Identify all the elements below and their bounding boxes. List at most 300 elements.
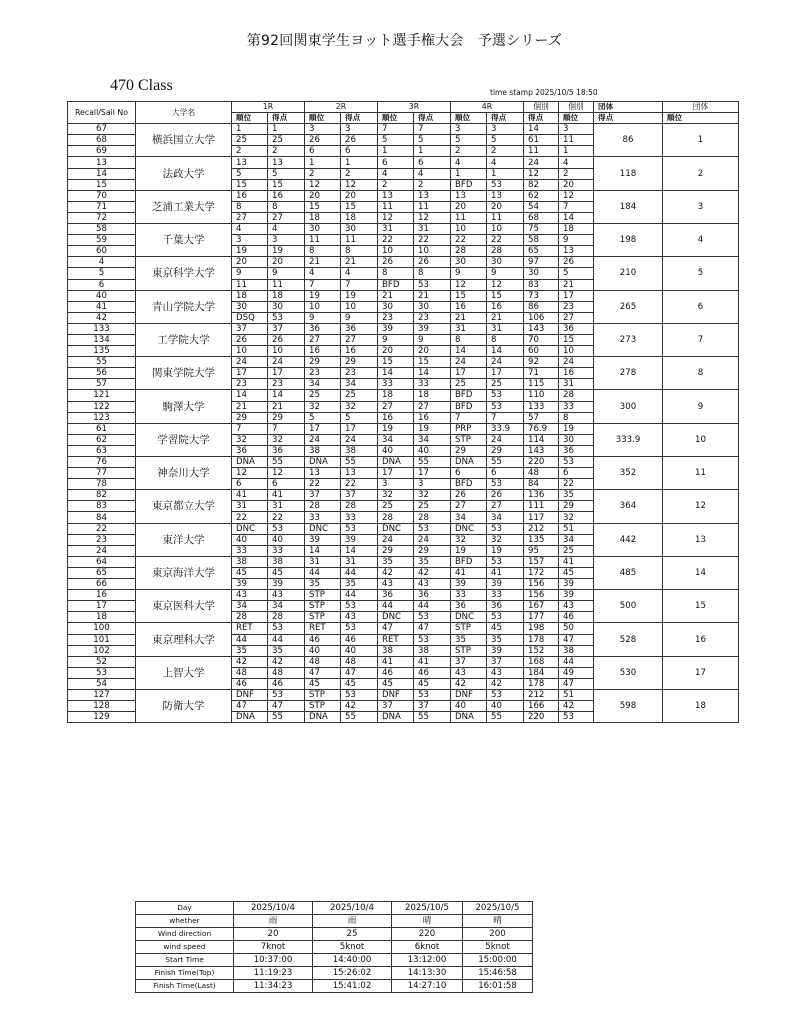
race-rank: 1 [378, 146, 414, 157]
condition-value: 6knot [392, 941, 463, 954]
race-points: 14 [487, 346, 524, 357]
race-points: 5 [414, 135, 451, 146]
team-score: 118 [594, 157, 663, 190]
race-rank: BFD [451, 390, 487, 401]
race-rank: 48 [232, 667, 268, 678]
race-points: 29 [341, 357, 378, 368]
race-points: 15 [268, 179, 305, 190]
individual-score: 73 [524, 290, 559, 301]
race-rank: 23 [305, 368, 341, 379]
individual-rank: 16 [559, 368, 594, 379]
race-points: 2 [341, 168, 378, 179]
race-points: 53 [487, 523, 524, 534]
race-rank: 33 [232, 545, 268, 556]
sail-number: 18 [68, 612, 136, 623]
race-rank: 35 [305, 579, 341, 590]
race-rank: DNA [451, 712, 487, 723]
individual-rank: 3 [559, 124, 594, 135]
race-points: 3 [487, 124, 524, 135]
race-rank: 2 [305, 168, 341, 179]
race-points: 37 [268, 323, 305, 334]
condition-value: 晴 [392, 915, 463, 928]
race-rank: 20 [451, 201, 487, 212]
race-rank: 45 [378, 678, 414, 689]
race-points: 47 [341, 667, 378, 678]
university-name: 東京海洋大学 [136, 556, 232, 589]
table-row [68, 190, 739, 201]
condition-row [136, 954, 533, 967]
race-rank: 13 [232, 157, 268, 168]
race-points: 24 [414, 534, 451, 545]
race-points: 31 [487, 323, 524, 334]
sail-number: 68 [68, 135, 136, 146]
sail-number: 65 [68, 567, 136, 578]
race-points: 23 [414, 312, 451, 323]
individual-score: 61 [524, 135, 559, 146]
individual-rank: 44 [559, 656, 594, 667]
race-rank: 31 [232, 501, 268, 512]
race-rank: 24 [232, 357, 268, 368]
race-rank: 14 [451, 346, 487, 357]
race-rank: DNA [232, 457, 268, 468]
individual-score: 60 [524, 346, 559, 357]
race-rank: 15 [451, 290, 487, 301]
sail-number: 84 [68, 512, 136, 523]
individual-rank: 26 [559, 257, 594, 268]
race-points: 42 [414, 567, 451, 578]
individual-rank: 5 [559, 268, 594, 279]
race-rank: 42 [232, 656, 268, 667]
individual-score: 198 [524, 623, 559, 634]
individual-rank: 20 [559, 179, 594, 190]
race-points: 31 [268, 501, 305, 512]
race-points: 26 [341, 135, 378, 146]
table-row [68, 490, 739, 501]
race-points: 30 [341, 224, 378, 235]
race-rank: 26 [378, 257, 414, 268]
sail-number: 76 [68, 457, 136, 468]
race-rank: 2 [451, 146, 487, 157]
individual-rank: 18 [559, 224, 594, 235]
race-rank: 38 [305, 445, 341, 456]
team-score: 184 [594, 190, 663, 223]
subheader-rank: 順位 [232, 113, 268, 124]
race-rank: 13 [378, 190, 414, 201]
race-rank: 28 [451, 246, 487, 257]
individual-score: 166 [524, 701, 559, 712]
condition-value: 220 [392, 928, 463, 941]
team-score: 364 [594, 490, 663, 523]
condition-value: 11:34:23 [234, 980, 313, 993]
race-points: 16 [414, 412, 451, 423]
race-rank: 7 [305, 279, 341, 290]
header-ind-score: 個別 [524, 102, 559, 113]
race-rank: 23 [378, 312, 414, 323]
individual-rank: 50 [559, 623, 594, 634]
race-points: 8 [487, 334, 524, 345]
individual-score: 58 [524, 235, 559, 246]
race-rank: 41 [378, 656, 414, 667]
race-rank: 46 [378, 667, 414, 678]
sail-number: 23 [68, 534, 136, 545]
sail-number: 101 [68, 634, 136, 645]
race-points: 46 [268, 678, 305, 689]
individual-score: 178 [524, 678, 559, 689]
subheader-points: 得点 [524, 113, 559, 124]
race-points: 28 [341, 501, 378, 512]
condition-value: 2025/10/5 [392, 902, 463, 915]
team-rank: 4 [663, 224, 739, 257]
race-points: 8 [414, 268, 451, 279]
race-points: 6 [341, 146, 378, 157]
race-points: 7 [268, 423, 305, 434]
race-rank: 19 [232, 246, 268, 257]
race-rank: 17 [232, 368, 268, 379]
individual-score: 24 [524, 157, 559, 168]
race-points: 14 [268, 390, 305, 401]
header-race: 3R [378, 102, 451, 113]
race-rank: 47 [378, 623, 414, 634]
university-name: 千葉大学 [136, 224, 232, 257]
individual-score: 220 [524, 457, 559, 468]
race-rank: 25 [232, 135, 268, 146]
team-score: 273 [594, 323, 663, 356]
race-points: 20 [414, 346, 451, 357]
individual-rank: 51 [559, 523, 594, 534]
race-points: 6 [268, 479, 305, 490]
race-rank: 17 [305, 423, 341, 434]
race-points: 38 [341, 445, 378, 456]
race-points: 55 [341, 712, 378, 723]
team-score: 333.9 [594, 423, 663, 456]
race-rank: 35 [451, 634, 487, 645]
table-row [68, 290, 739, 301]
individual-rank: 36 [559, 323, 594, 334]
race-points: 44 [341, 590, 378, 601]
individual-rank: 13 [559, 246, 594, 257]
race-rank: 16 [305, 346, 341, 357]
race-points: 45 [268, 567, 305, 578]
race-points: 53 [341, 601, 378, 612]
race-rank: 7 [232, 423, 268, 434]
sail-number: 55 [68, 357, 136, 368]
race-points: 41 [487, 567, 524, 578]
individual-score: 220 [524, 712, 559, 723]
sail-number: 54 [68, 678, 136, 689]
race-points: 21 [487, 312, 524, 323]
race-points: 42 [268, 656, 305, 667]
university-name: 東京科学大学 [136, 257, 232, 290]
race-points: 41 [268, 490, 305, 501]
individual-score: 110 [524, 390, 559, 401]
race-points: 9 [414, 334, 451, 345]
race-points: 16 [268, 190, 305, 201]
individual-score: 54 [524, 201, 559, 212]
race-rank: DNA [232, 712, 268, 723]
race-points: 53 [414, 612, 451, 623]
race-rank: 12 [378, 212, 414, 223]
race-points: 11 [487, 212, 524, 223]
race-rank: 3 [451, 124, 487, 135]
race-rank: PRP [451, 423, 487, 434]
team-rank: 3 [663, 190, 739, 223]
race-points: 19 [487, 545, 524, 556]
race-rank: 19 [305, 290, 341, 301]
race-points: 11 [268, 279, 305, 290]
race-rank: 32 [232, 434, 268, 445]
condition-value: 15:26:02 [313, 967, 392, 980]
race-rank: 19 [451, 545, 487, 556]
race-rank: 27 [232, 212, 268, 223]
race-points: 45 [341, 678, 378, 689]
condition-value: 11:19:23 [234, 967, 313, 980]
sail-number: 102 [68, 645, 136, 656]
team-score: 265 [594, 290, 663, 323]
sail-number: 58 [68, 224, 136, 235]
race-points: 28 [487, 246, 524, 257]
race-rank: 22 [305, 479, 341, 490]
race-points: 13 [268, 157, 305, 168]
race-rank: 26 [232, 334, 268, 345]
university-name: 駒澤大学 [136, 390, 232, 423]
individual-rank: 38 [559, 645, 594, 656]
race-points: 9 [487, 268, 524, 279]
race-rank: RET [232, 623, 268, 634]
race-points: 25 [268, 135, 305, 146]
sail-number: 14 [68, 168, 136, 179]
race-points: 7 [341, 279, 378, 290]
university-name: 東洋大学 [136, 523, 232, 556]
race-points: 47 [414, 623, 451, 634]
individual-rank: 24 [559, 357, 594, 368]
subheader-points: 得点 [341, 113, 378, 124]
individual-score: 167 [524, 601, 559, 612]
table-row [68, 390, 739, 401]
race-points: 26 [268, 334, 305, 345]
race-points: 19 [341, 290, 378, 301]
race-points: 47 [268, 701, 305, 712]
race-points: 16 [487, 301, 524, 312]
race-rank: DNF [451, 689, 487, 700]
individual-rank: 8 [559, 412, 594, 423]
race-rank: STP [305, 689, 341, 700]
race-points: 53 [487, 179, 524, 190]
race-rank: BFD [451, 556, 487, 567]
race-rank: 24 [305, 434, 341, 445]
team-score: 300 [594, 390, 663, 423]
individual-score: 168 [524, 656, 559, 667]
sail-number: 135 [68, 346, 136, 357]
sail-number: 13 [68, 157, 136, 168]
time-stamp: time stamp 2025/10/5 18:50 [490, 88, 598, 97]
race-points: 33 [341, 512, 378, 523]
sail-number: 52 [68, 656, 136, 667]
individual-score: 177 [524, 612, 559, 623]
race-points: 24 [487, 434, 524, 445]
race-rank: 8 [378, 268, 414, 279]
race-rank: 20 [232, 257, 268, 268]
race-points: 9 [341, 312, 378, 323]
race-points: 38 [414, 645, 451, 656]
race-rank: 37 [232, 323, 268, 334]
race-points: 53 [487, 612, 524, 623]
race-points: 44 [341, 567, 378, 578]
individual-rank: 4 [559, 157, 594, 168]
race-rank: 10 [378, 246, 414, 257]
race-points: 17 [414, 468, 451, 479]
race-rank: 6 [378, 157, 414, 168]
individual-score: 106 [524, 312, 559, 323]
team-score: 198 [594, 224, 663, 257]
race-points: 39 [487, 579, 524, 590]
race-points: 13 [341, 468, 378, 479]
race-points: 17 [341, 423, 378, 434]
race-points: 24 [487, 357, 524, 368]
race-rank: 24 [451, 357, 487, 368]
race-points: 33 [268, 545, 305, 556]
race-rank: 22 [232, 512, 268, 523]
race-points: 29 [487, 445, 524, 456]
race-rank: 9 [451, 268, 487, 279]
race-rank: 25 [451, 379, 487, 390]
sail-number: 121 [68, 390, 136, 401]
race-rank: 31 [451, 323, 487, 334]
race-points: 46 [341, 634, 378, 645]
sail-number: 63 [68, 445, 136, 456]
team-score: 528 [594, 623, 663, 656]
race-points: 44 [268, 634, 305, 645]
individual-score: 111 [524, 501, 559, 512]
race-points: 35 [268, 645, 305, 656]
race-points: 4 [341, 268, 378, 279]
race-points: 29 [414, 545, 451, 556]
race-points: 20 [487, 201, 524, 212]
race-rank: STP [451, 434, 487, 445]
race-rank: 34 [232, 601, 268, 612]
race-rank: 3 [378, 479, 414, 490]
race-rank: RET [305, 623, 341, 634]
condition-value: 25 [313, 928, 392, 941]
race-points: 14 [414, 368, 451, 379]
individual-rank: 32 [559, 512, 594, 523]
race-rank: 8 [305, 246, 341, 257]
individual-rank: 34 [559, 534, 594, 545]
race-rank: 5 [451, 135, 487, 146]
race-points: 32 [268, 434, 305, 445]
race-points: 12 [414, 212, 451, 223]
individual-score: 68 [524, 212, 559, 223]
race-points: 37 [487, 656, 524, 667]
race-points: 27 [487, 501, 524, 512]
race-rank: 7 [378, 124, 414, 135]
race-rank: 44 [305, 567, 341, 578]
condition-row [136, 980, 533, 993]
team-rank: 15 [663, 590, 739, 623]
table-row [68, 157, 739, 168]
race-rank: 30 [232, 301, 268, 312]
header-ind-rank: 個別 [559, 102, 594, 113]
team-rank: 8 [663, 357, 739, 390]
race-points: 37 [414, 701, 451, 712]
conditions-body [136, 902, 533, 993]
sail-number: 134 [68, 334, 136, 345]
race-points: 55 [487, 457, 524, 468]
race-rank: 23 [232, 379, 268, 390]
race-points: 19 [268, 246, 305, 257]
race-points: 13 [487, 190, 524, 201]
condition-value: 14:40:00 [313, 954, 392, 967]
race-points: 55 [414, 712, 451, 723]
race-rank: 2 [232, 146, 268, 157]
race-points: 10 [487, 224, 524, 235]
individual-score: 117 [524, 512, 559, 523]
race-rank: 29 [232, 412, 268, 423]
race-points: 28 [268, 612, 305, 623]
condition-row [136, 915, 533, 928]
sail-number: 62 [68, 434, 136, 445]
condition-value: 5knot [463, 941, 533, 954]
sail-number: 66 [68, 579, 136, 590]
team-rank: 1 [663, 124, 739, 157]
race-rank: 29 [305, 357, 341, 368]
race-rank: 15 [378, 357, 414, 368]
race-points: 8 [268, 201, 305, 212]
race-rank: 21 [232, 401, 268, 412]
race-points: 55 [414, 457, 451, 468]
race-rank: 25 [378, 501, 414, 512]
race-rank: 6 [305, 146, 341, 157]
race-rank: 20 [378, 346, 414, 357]
race-rank: 38 [232, 556, 268, 567]
team-score: 530 [594, 656, 663, 689]
university-name: 工学院大学 [136, 323, 232, 356]
subheader-rank: 順位 [559, 113, 594, 124]
team-rank: 10 [663, 423, 739, 456]
race-points: 53 [487, 479, 524, 490]
race-rank: 20 [305, 190, 341, 201]
condition-row [136, 902, 533, 915]
individual-score: 65 [524, 246, 559, 257]
race-points: 55 [268, 712, 305, 723]
sail-number: 129 [68, 712, 136, 723]
race-points: 6 [414, 157, 451, 168]
race-rank: 15 [232, 179, 268, 190]
condition-value: 16:01:58 [463, 980, 533, 993]
race-points: 53 [414, 279, 451, 290]
team-score: 352 [594, 457, 663, 490]
individual-rank: 22 [559, 479, 594, 490]
table-row [68, 124, 739, 135]
header-team-rank: 団体 [663, 102, 739, 113]
race-points: 53 [268, 689, 305, 700]
race-rank: 48 [305, 656, 341, 667]
race-rank: 42 [451, 678, 487, 689]
sail-number: 22 [68, 523, 136, 534]
individual-score: 92 [524, 357, 559, 368]
individual-rank: 51 [559, 689, 594, 700]
header-team-score: 団体 [594, 102, 663, 113]
race-points: 53 [414, 523, 451, 534]
race-points: 8 [341, 246, 378, 257]
race-rank: 37 [378, 701, 414, 712]
race-points: 26 [487, 490, 524, 501]
race-rank: 34 [451, 512, 487, 523]
individual-rank: 15 [559, 334, 594, 345]
sail-number: 42 [68, 312, 136, 323]
race-rank: 16 [451, 301, 487, 312]
race-points: 23 [268, 379, 305, 390]
race-rank: 27 [378, 401, 414, 412]
